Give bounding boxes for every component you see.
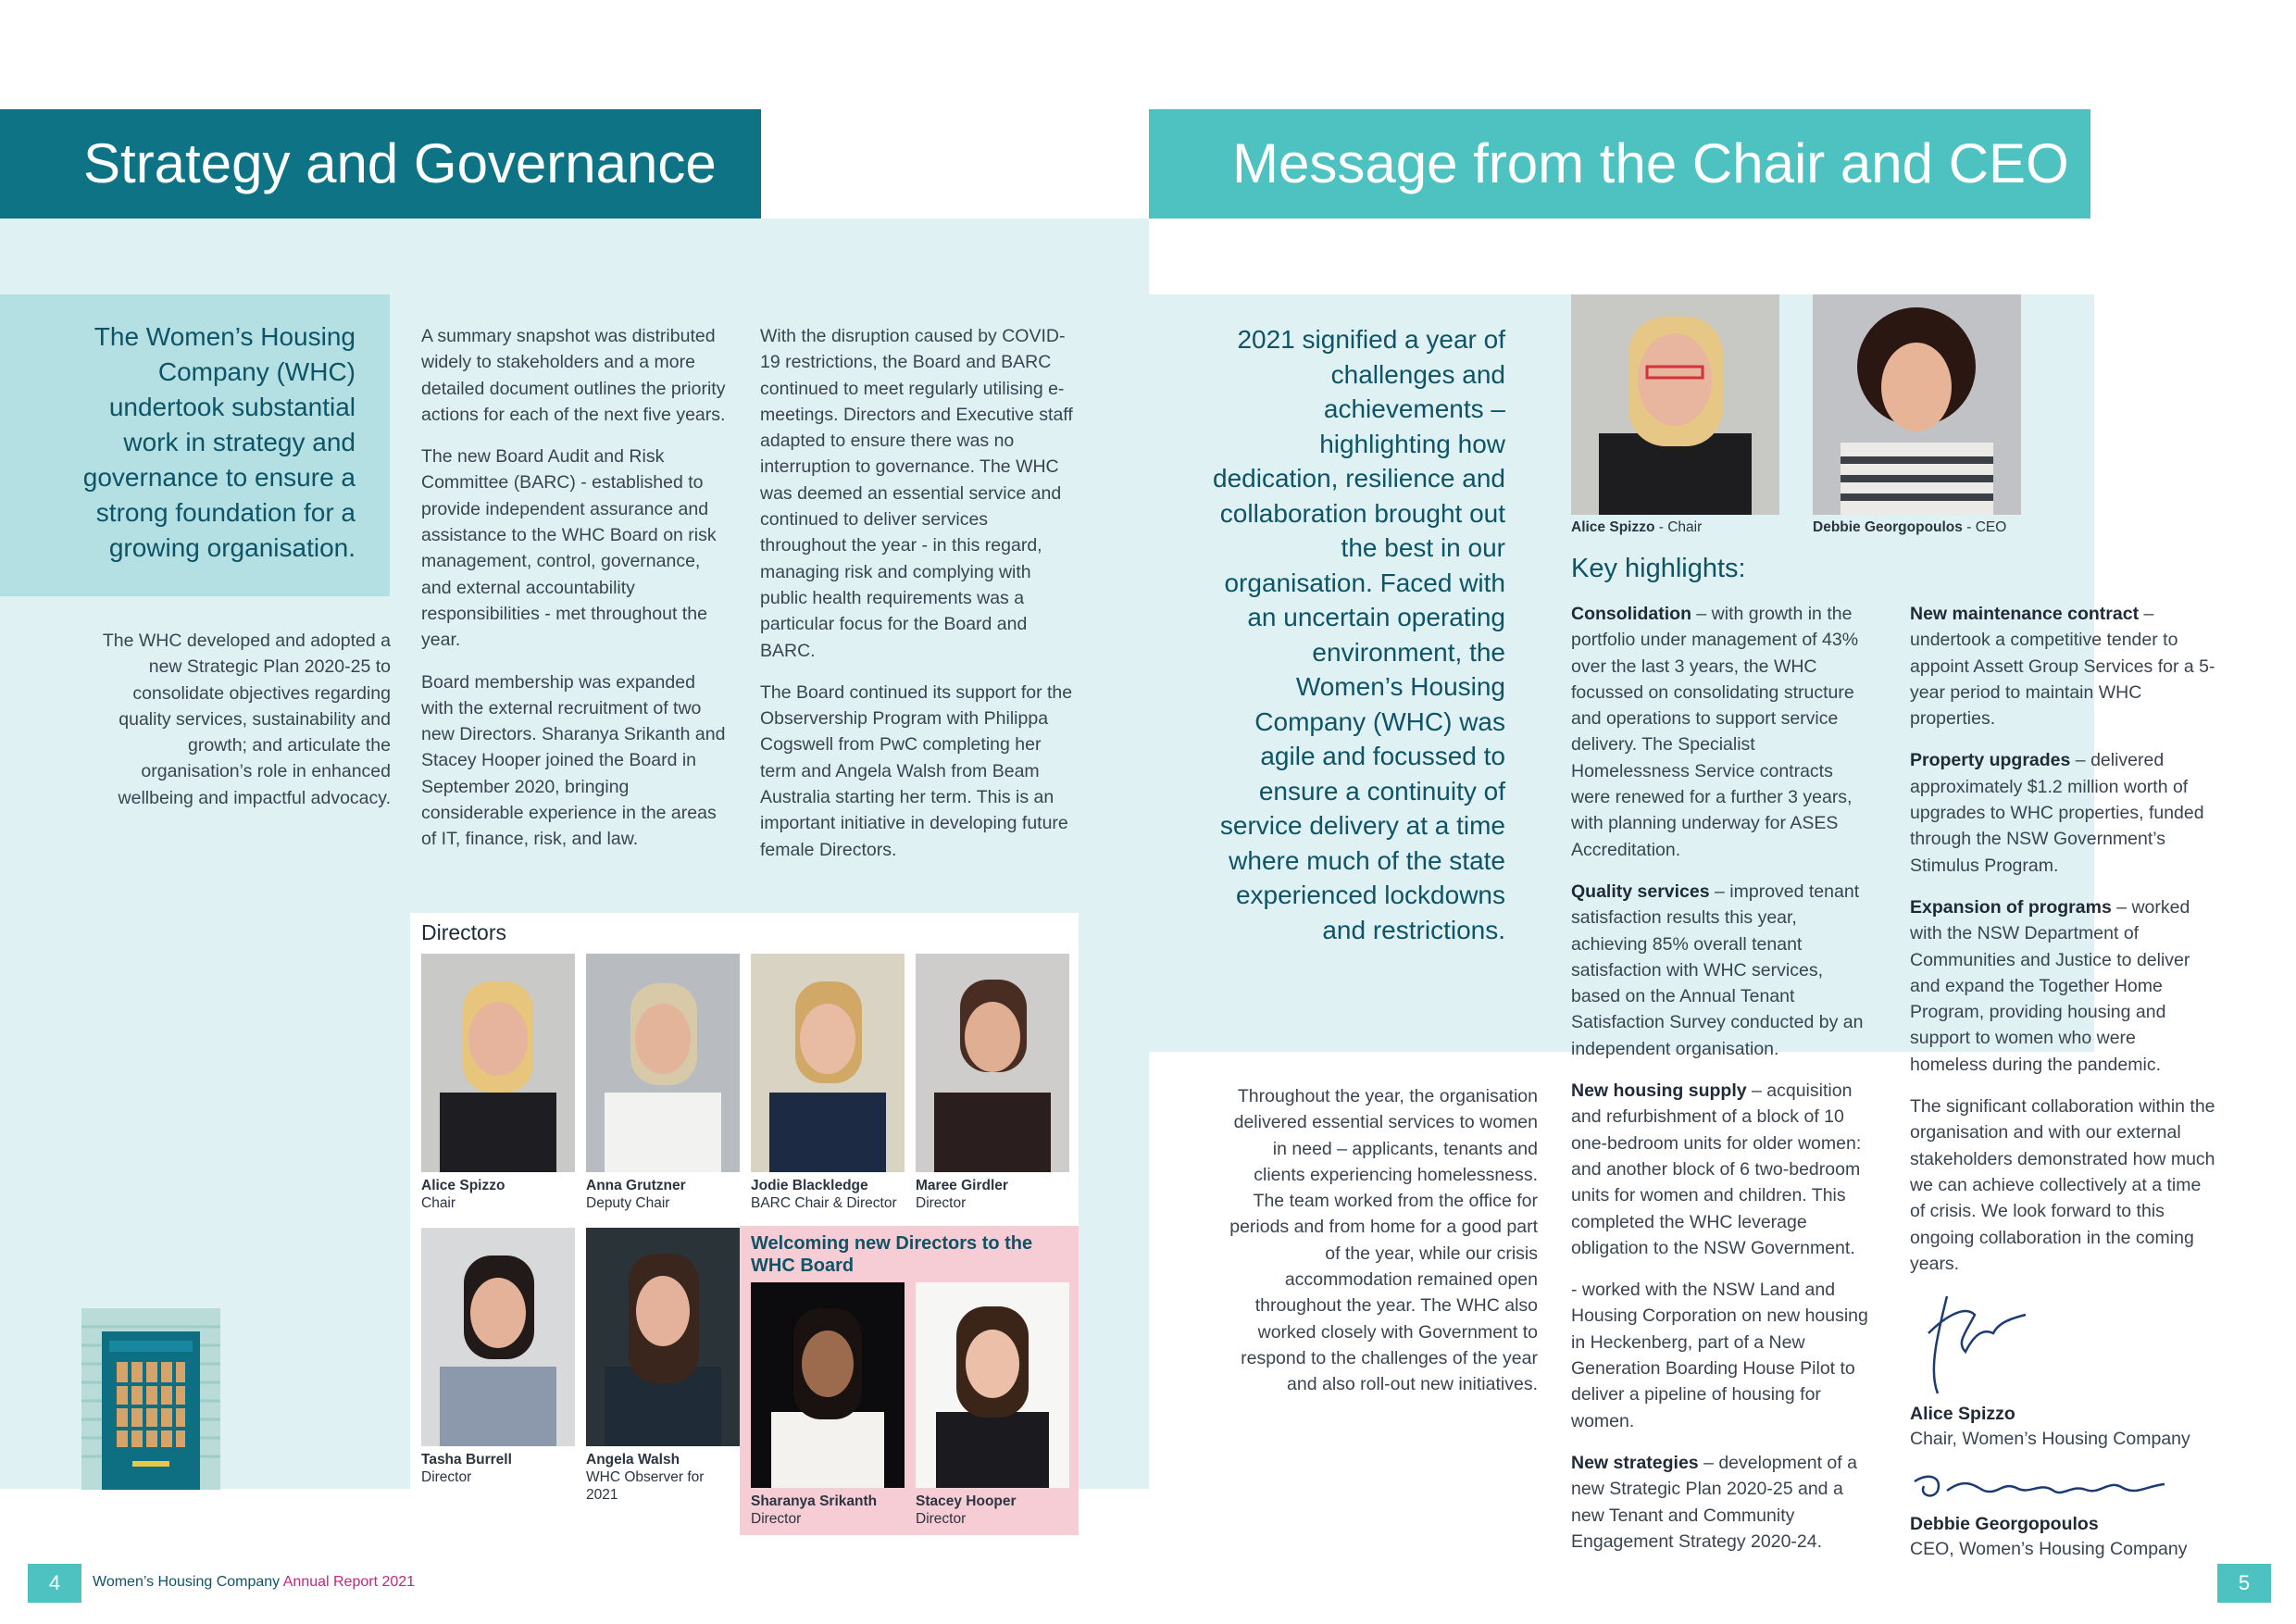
director-caption — [751, 1177, 914, 1212]
director-caption — [586, 1451, 720, 1504]
director-role: WHC Observer for 2021 — [586, 1469, 705, 1503]
director-photo — [586, 1228, 740, 1446]
footer-org: Women’s Housing Company — [93, 1574, 281, 1590]
chair-name: Alice Spizzo — [1571, 519, 1655, 535]
director-role: Director — [421, 1469, 472, 1485]
highlight-item — [1571, 1078, 1877, 1261]
highlight-item — [1910, 894, 2215, 1078]
footer-report: Annual Report 2021 — [282, 1574, 416, 1590]
directors-heading: Directors — [421, 920, 507, 944]
highlight-text: The significant collaboration within the organisation and with our external stakeholders demonstrated how much we can achieve collectively at a time of crisis. We look forward to this ongoing collaboration in the coming years. — [1910, 1096, 2215, 1274]
director-caption — [421, 1451, 579, 1486]
column-3-paragraph: With the disruption caused by COVID-19 restrictions, the Board and BARC continued to meet regularly utilising e-meetings. Directors and Executive staff adapted to ensure there was no interruption to governance. The WHC was deemed an essential service and continued to deliver services throughout the year - in this regard, managing risk and complying with public health requirements was a particular focus for the Board and BARC. — [760, 326, 1073, 661]
column-2 — [421, 323, 727, 868]
highlight-item — [1910, 1093, 2215, 1277]
chair-portrait-caption: Alice Spizzo - Chair — [1571, 519, 1703, 535]
highlight-title: Quality services — [1571, 881, 1710, 902]
director-role: Director — [916, 1195, 967, 1211]
right-body-text: Throughout the year, the organisation delivered essential services to women in need – applicants, tenants and clients experiencing homelessness. The team worked from the office for periods and from home for a good part of the year, while our crisis accommodation remained open throughout the year. The WHC also worked closely with Government to respond to the challenges of the year and also roll-out new initiatives. — [1229, 1086, 1538, 1395]
highlight-text: – worked with the NSW Department of Communities and Justice to deliver and expand the Together Home Program, providing housing and support to women who were homeless during the pandemic. — [1910, 896, 2190, 1075]
right-quote-text: 2021 signified a year of challenges and achievements – highlighting how dedication, resilience and collaboration brought out the best in our organisation. Faced with an uncertain operating environment, the Women’s Housing Company (WHC) was agile and focussed to ensure a continuity of service delivery at a time where much of the state experienced lockdowns and restrictions. — [1213, 325, 1505, 944]
key-highlights-heading: Key highlights: — [1571, 554, 1746, 583]
ceo-role: CEO — [1975, 519, 2007, 535]
column-2-paragraph: The new Board Audit and Risk Committee (BARC) - established to provide independent assurance and assistance to the WHC Board on risk management, control, governance, and external accountability responsibilities - met throughout the year. — [421, 446, 717, 651]
director-caption — [586, 1177, 743, 1212]
highlight-title: Consolidation — [1571, 604, 1691, 624]
new-director-caption — [751, 1493, 908, 1528]
highlight-text: – undertook a competitive tender to appoint Assett Group Services for a 5-year period to maintain WHC properties. — [1910, 604, 2215, 730]
director-role: Chair — [421, 1195, 456, 1211]
director-photo — [421, 1228, 575, 1446]
highlight-item — [1571, 601, 1877, 863]
director-photo — [586, 954, 740, 1172]
highlight-item — [1910, 747, 2215, 878]
left-page-title: Strategy and Governance — [83, 132, 717, 194]
highlight-item — [1571, 1450, 1877, 1555]
director-role: Deputy Chair — [586, 1195, 670, 1211]
column-3-paragraph: The Board continued its support for the Observership Program with Philippa Cogswell from PwC completing her term and Angela Walsh from Beam Australia starting her term. This is an important initiative in developing future female Directors. — [760, 681, 1073, 860]
director-name: Jodie Blackledge — [751, 1178, 868, 1193]
ceo-signatory-role: CEO, Women’s Housing Company — [1910, 1539, 2188, 1559]
new-director-role: Director — [916, 1511, 967, 1527]
left-page-number: 4 — [28, 1564, 81, 1603]
highlight-title: New housing supply — [1571, 1081, 1747, 1102]
highlight-text: - worked with the NSW Land and Housing Corporation on new housing in Heckenberg, part of a New Generation Boarding House Pilot to deliver a pipeline of housing for women. — [1571, 1280, 1868, 1431]
right-page-title: Message from the Chair and CEO — [1232, 132, 2069, 194]
highlights-column-2 — [1910, 601, 2215, 1293]
left-intro-text: The Women’s Housing Company (WHC) undertook substantial work in strategy and governance to ensure a strong foundation for a growing organisation. — [82, 322, 356, 562]
director-role: BARC Chair & Director — [751, 1195, 897, 1211]
ceo-signature — [1910, 1468, 2169, 1514]
highlight-text: – acquisition and refurbishment of a block of 10 one-bedroom units for older women: and another block of 6 two-bedroom units for women and children. This completed the WHC leverage obligation to the NSW Government. — [1571, 1081, 1862, 1258]
new-director-name: Stacey Hooper — [916, 1493, 1017, 1509]
chair-signature — [1910, 1278, 2040, 1398]
column-2-paragraph: Board membership was expanded with the external recruitment of two new Directors. Sharanya Srikanth and Stacey Hooper joined the Board in September 2020, bringing considerable experience in the areas of IT, finance, risk, and law. — [421, 671, 726, 850]
column-2-paragraph: A summary snapshot was distributed widely to stakeholders and a more detailed document outlines the priority actions for each of the next five years. — [421, 326, 726, 425]
director-name: Alice Spizzo — [421, 1178, 505, 1193]
new-director-name: Sharanya Srikanth — [751, 1493, 878, 1509]
highlights-column-1 — [1571, 601, 1877, 1570]
director-caption — [421, 1177, 579, 1212]
director-name: Maree Girdler — [916, 1178, 1008, 1193]
highlight-item — [1571, 879, 1877, 1062]
highlight-title: Expansion of programs — [1910, 896, 2112, 918]
highlight-text: – delivered approximately $1.2 million worth of upgrades to WHC properties, funded through the NSW Government’s Stimulus Program. — [1910, 750, 2204, 876]
director-caption — [916, 1177, 1073, 1212]
director-photo — [916, 954, 1069, 1172]
right-title-bar — [1149, 109, 2090, 219]
director-name: Anna Grutzner — [586, 1178, 686, 1193]
director-name: Tasha Burrell — [421, 1452, 512, 1468]
chair-signatory-name: Alice Spizzo — [1910, 1404, 2015, 1424]
highlight-item — [1910, 601, 2215, 731]
highlight-title: New strategies — [1571, 1452, 1699, 1473]
chair-role: Chair — [1667, 519, 1703, 535]
right-page-number: 5 — [2217, 1564, 2271, 1603]
director-photo — [421, 954, 575, 1172]
new-director-role: Director — [751, 1511, 802, 1527]
chair-portrait — [1571, 294, 1779, 515]
new-director-photo — [751, 1282, 905, 1488]
door-illustration — [81, 1308, 220, 1490]
director-photo — [751, 954, 905, 1172]
chair-signatory-role: Chair, Women’s Housing Company — [1910, 1429, 2190, 1449]
highlight-item — [1571, 1277, 1877, 1434]
highlight-text: – with growth in the portfolio under management of 43% over the last 3 years, the WHC focussed on consolidating structure and operations to support service delivery. The Specialist Homelessness Service contracts were renewed for a further 3 years, with planning underway for ASES Accreditation. — [1571, 604, 1859, 860]
ceo-portrait — [1813, 294, 2021, 515]
left-footer — [93, 1574, 415, 1591]
new-director-caption — [916, 1493, 1073, 1528]
highlight-title: New maintenance contract — [1910, 604, 2140, 624]
highlight-title: Property upgrades — [1910, 750, 2071, 771]
ceo-portrait-caption: Debbie Georgopoulos - CEO — [1813, 519, 2007, 535]
ceo-signatory-name: Debbie Georgopoulos — [1910, 1514, 2099, 1534]
ceo-name: Debbie Georgopoulos — [1813, 519, 1963, 535]
column-3 — [760, 323, 1075, 879]
left-title-bar — [0, 109, 761, 219]
director-name: Angela Walsh — [586, 1452, 680, 1468]
new-directors-heading: Welcoming new Directors to the WHC Board — [751, 1233, 1033, 1276]
highlight-text: – improved tenant satisfaction results this year, achieving 85% overall tenant satisfaction with WHC services, based on the Annual Tenant Satisfaction Survey conducted by an independent organisation. — [1571, 881, 1864, 1059]
highlight-text: – development of a new Strategic Plan 2020-25 and a new Tenant and Community Engagement Strategy 2020-24. — [1571, 1452, 1857, 1552]
column-1-text: The WHC developed and adopted a new Strategic Plan 2020-25 to consolidate objectives regarding quality services, sustainability and growth; and articulate the organisation’s role in enhanced wellbeing and impactful advocacy. — [102, 631, 391, 808]
new-director-photo — [916, 1282, 1069, 1488]
